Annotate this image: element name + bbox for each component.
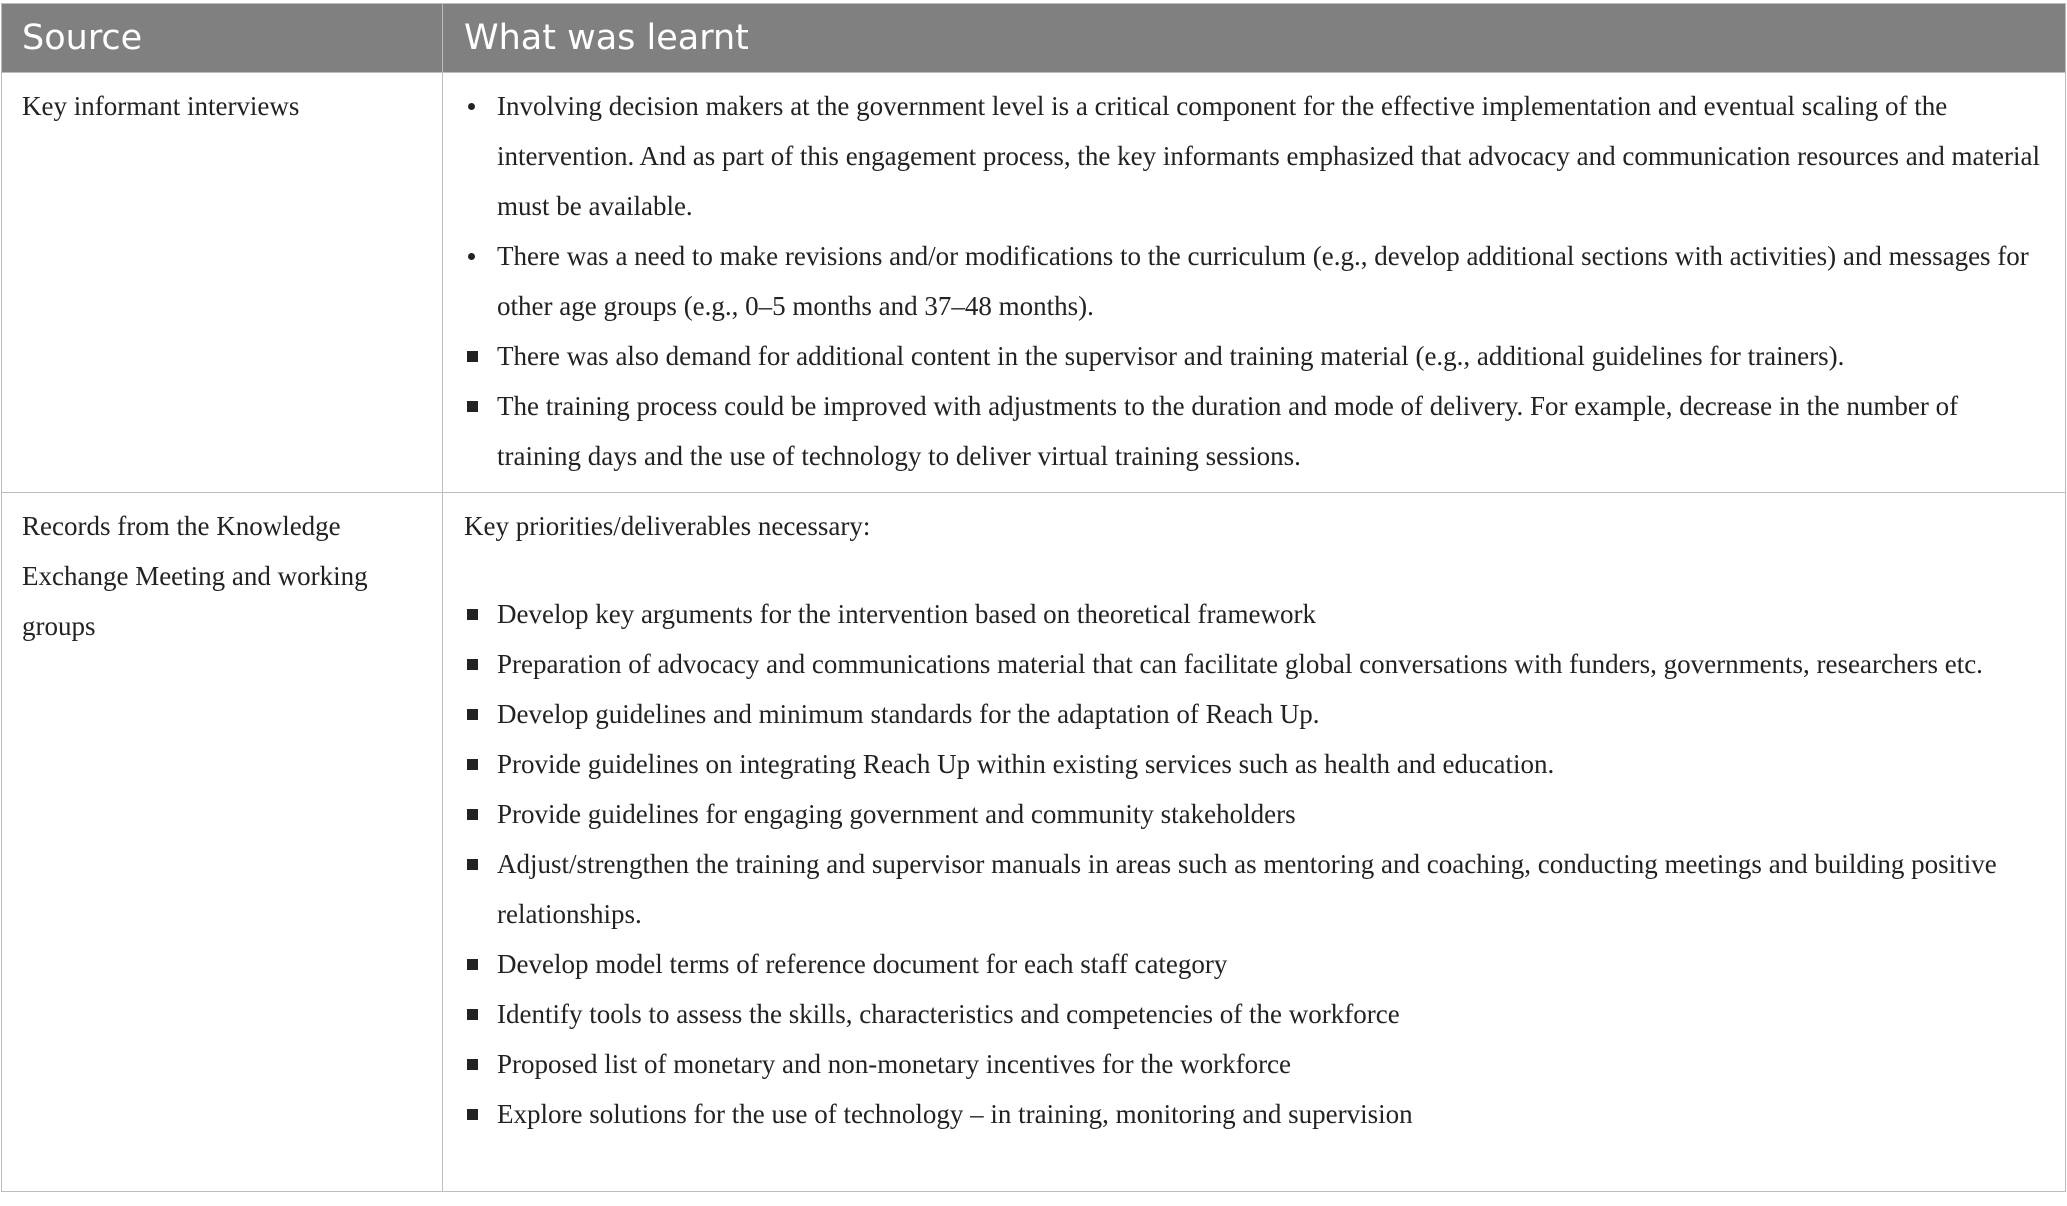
list-item-text: There was a need to make revisions and/or modifications to the curriculum (e.g., develop additional sections with activities) and messages for other age groups (e.g., 0–5 months and 37–48 months). (497, 241, 2029, 321)
list-item-text: Explore solutions for the use of technology – in training, monitoring and supervision (497, 1099, 1413, 1129)
square-bullet-icon (464, 381, 497, 431)
square-bullet-icon (464, 639, 497, 689)
list-item-text: There was also demand for additional content in the supervisor and training material (e.g., additional guidelines for trainers). (497, 341, 1845, 371)
list-item-text: Develop key arguments for the intervention based on theoretical framework (497, 599, 1316, 629)
list-item (464, 989, 2045, 1039)
list-item (464, 81, 2045, 231)
header-what-was-learnt: What was learnt (464, 18, 749, 58)
square-bullet-icon (464, 689, 497, 739)
priorities-intro: Key priorities/deliverables necessary: (464, 511, 871, 541)
square-bullet-icon (464, 589, 497, 639)
list-item (464, 639, 2045, 689)
list-item-text: Involving decision makers at the government level is a critical component for the effective implementation and eventual scaling of the intervention. And as part of this engagement process, the key informants emphasized that advocacy and communication resources and material must be available. (497, 91, 2040, 221)
findings-table (1, 3, 2066, 1192)
list-item-text: Proposed list of monetary and non-monetary incentives for the workforce (497, 1049, 1292, 1079)
learnt-cell (443, 73, 2065, 492)
list-item (464, 231, 2045, 331)
square-bullet-icon (464, 331, 497, 381)
square-bullet-icon (464, 1089, 497, 1139)
table-row (2, 492, 2065, 1191)
findings-list (464, 81, 2045, 481)
square-bullet-icon (464, 839, 497, 889)
list-item (464, 1089, 2045, 1139)
list-item (464, 331, 2045, 381)
square-bullet-icon (464, 939, 497, 989)
list-item (464, 789, 2045, 839)
bullet-icon (464, 81, 497, 131)
learnt-cell (443, 493, 2065, 1191)
square-bullet-icon (464, 789, 497, 839)
list-item-text: The training process could be improved with adjustments to the duration and mode of delivery. For example, decrease in the number of training days and the use of technology to deliver virtual training sessions. (497, 391, 1959, 471)
square-bullet-icon (464, 989, 497, 1039)
bullet-icon (464, 231, 497, 281)
list-item (464, 381, 2045, 481)
source-cell: Key informant interviews (2, 73, 443, 492)
list-item (464, 739, 2045, 789)
square-bullet-icon (464, 1039, 497, 1089)
table-header (2, 4, 2065, 72)
list-item (464, 839, 2045, 939)
source-cell: Records from the Knowledge Exchange Meeting and working groups (2, 493, 443, 1191)
list-item-text: Preparation of advocacy and communications material that can facilitate global conversations with funders, governments, researchers etc. (497, 649, 1983, 679)
priorities-list (464, 589, 2045, 1139)
header-source: Source (2, 4, 443, 72)
list-item-text: Adjust/strengthen the training and supervisor manuals in areas such as mentoring and coaching, conducting meetings and building positive relationships. (497, 849, 1997, 929)
list-item-text: Develop guidelines and minimum standards for the adaptation of Reach Up. (497, 699, 1320, 729)
list-item-text: Identify tools to assess the skills, characteristics and competencies of the workforce (497, 999, 1400, 1029)
list-item (464, 589, 2045, 639)
square-bullet-icon (464, 739, 497, 789)
list-item (464, 939, 2045, 989)
list-item (464, 689, 2045, 739)
list-item-text: Develop model terms of reference document for each staff category (497, 949, 1228, 979)
list-item-text: Provide guidelines on integrating Reach Up within existing services such as health and education. (497, 749, 1555, 779)
list-item (464, 1039, 2045, 1089)
list-item-text: Provide guidelines for engaging government and community stakeholders (497, 799, 1296, 829)
table-row (2, 72, 2065, 492)
